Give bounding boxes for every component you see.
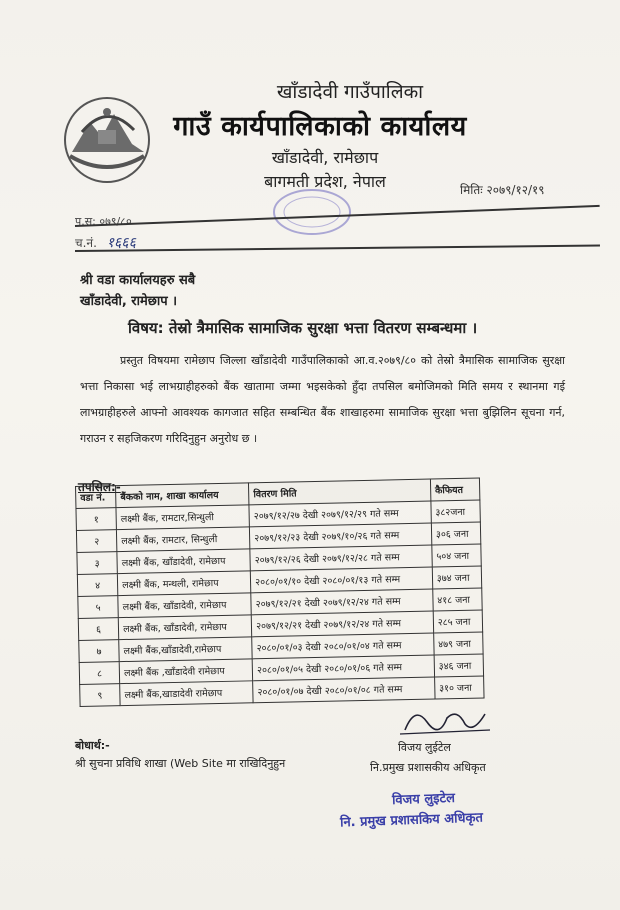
cell-bank: लक्ष्मी बैंक,खाँडादेवी,रामेछाप xyxy=(119,637,252,662)
cell-ward: ९ xyxy=(80,684,121,707)
cell-remarks: ४१८ जना xyxy=(433,588,483,611)
col-date: वितरण मिति xyxy=(249,479,431,505)
patra-sankhya: प.स: ०७९/८० xyxy=(75,215,132,228)
recipient-line-1: श्री वडा कार्यालयहरु सबै xyxy=(80,273,196,288)
cell-date: २०७९/१२/२१ देखी २०७९/१२/२४ गते सम्म xyxy=(251,611,433,637)
handwritten-signature xyxy=(395,700,495,740)
cell-remarks: ३०६ जना xyxy=(431,522,481,545)
cc-label: बोधार्थ:- xyxy=(75,739,110,752)
cell-date: २०७९/१२/२३ देखी २०७९/१०/२६ गते सम्म xyxy=(250,523,432,549)
cell-ward: ४ xyxy=(77,574,118,597)
cell-remarks: ५०४ जना xyxy=(432,544,482,567)
cc-recipient: श्री सुचना प्रविधि शाखा (Web Site मा राखिदिनुहुन xyxy=(75,757,286,770)
col-ward: वडा नं. xyxy=(76,486,117,509)
header-divider-bottom xyxy=(75,245,600,252)
cell-ward: ५ xyxy=(78,596,119,619)
col-remarks: कैफियत xyxy=(430,478,480,501)
cell-bank: लक्ष्मी बैंक ,खाँडादेवी रामेछाप xyxy=(119,659,252,684)
cell-remarks: ३८२जना xyxy=(431,500,481,523)
cell-date: २०७९/१२/२१ देखी २०७९/१२/२४ गते सम्म xyxy=(251,589,433,615)
letter-body: प्रस्तुत विषयमा रामेछाप जिल्ला खाँडादेवी गाउँपालिकाको आ.व.२०७९/८० को तेस्रो त्रैमासिक सामाजिक सुरक्षा भत्ता निकासा भई लाभग्राहीहरुको बैंक खातामा जम्मा भइसकेको हुँदा तपसिल बमोजिमको मिति समय र स्थानमा गई लाभग्राहीहरुले आफ्नो आवश्यक कागजात सहित सम्बन्धित बैंक शाखाहरुमा सामाजिक सुरक्षा भत्ता बुझिलिन सूचना गर्न, गराउन र सहजिकरण गरिदिनुहुन अनुरोध छ । xyxy=(80,354,565,445)
table-label: तपसिल:- xyxy=(78,480,121,494)
cell-date: २०७९/१२/२७ देखी २०७९/१२/२९ गते सम्म xyxy=(249,501,431,527)
cell-bank: लक्ष्मी बैंक, रामटार,सिन्धुली xyxy=(116,505,249,530)
signature-stamp-title: नि. प्रमुख प्रशासकिय अधिकृत xyxy=(339,810,484,831)
cell-ward: ६ xyxy=(78,618,119,641)
letter-date: मितिः २०७९/१२/१९ xyxy=(460,183,545,197)
cell-remarks: ४७९ जना xyxy=(434,632,484,655)
cell-remarks: ३१० जना xyxy=(434,676,484,699)
chalani-label: च.नं. xyxy=(75,236,97,250)
office-title: गाउँ कार्यपालिकाको कार्यालय xyxy=(173,111,467,142)
cell-remarks: ३४६ जना xyxy=(434,654,484,677)
signatory-name: विजय लुईटेल xyxy=(398,741,451,754)
cell-bank: लक्ष्मी बैंक, खाँडादेवी, रामेछाप xyxy=(118,615,251,640)
cell-ward: ८ xyxy=(79,662,120,685)
cell-date: २०८०/०१/०३ देखी २०८०/०१/०४ गते सम्म xyxy=(252,633,434,659)
cell-date: २०८०/०१/०५ देखी २०८०/०१/०६ गते सम्म xyxy=(252,655,434,681)
cell-bank: लक्ष्मी बैंक,खाडादेवी रामेछाप xyxy=(120,681,253,706)
distribution-table xyxy=(75,478,485,707)
recipient-line-2: खाँडादेवी, रामेछाप । xyxy=(80,294,178,309)
cell-ward: १ xyxy=(76,508,117,531)
cell-date: २०८०/०१/१० देखी २०८०/०१/१३ गते सम्म xyxy=(251,567,433,593)
government-emblem-icon xyxy=(52,92,162,187)
province-name: बागमती प्रदेश, नेपाल xyxy=(264,172,386,191)
signature-stamp-name: विजय लुइटेल xyxy=(391,790,456,809)
office-address: खाँडादेवी, रामेछाप xyxy=(271,148,379,167)
letter-subject: विषय: तेस्रो त्रैमासिक सामाजिक सुरक्षा भत्ता वितरण सम्बन्धमा । xyxy=(128,319,478,337)
cell-bank: लक्ष्मी बैंक, खाँडादेवी, रामेछाप xyxy=(117,549,250,574)
cell-bank: लक्ष्मी बैंक, मन्थली, रामेछाप xyxy=(117,571,250,596)
office-seal-stamp xyxy=(262,186,362,238)
chalani-value: १६६६ xyxy=(106,235,136,251)
municipality-name: खाँडादेवी गाउँपालिका xyxy=(276,81,424,103)
cell-bank: लक्ष्मी बैंक, रामटार, सिन्धुली xyxy=(117,527,250,552)
cell-ward: ३ xyxy=(77,552,118,575)
cell-ward: ७ xyxy=(79,640,120,663)
cell-remarks: २८५ जना xyxy=(433,610,483,633)
cell-remarks: ३७४ जना xyxy=(432,566,482,589)
cell-bank: लक्ष्मी बैंक, खाँडादेवी, रामेछाप xyxy=(118,593,251,618)
cell-ward: २ xyxy=(76,530,117,553)
col-bank: बैंकको नाम, शाखा कार्यालय xyxy=(116,483,249,508)
cell-date: २०८०/०१/०७ देखी २०८०/०१/०८ गते सम्म xyxy=(253,677,435,703)
signatory-title: नि.प्रमुख प्रशासकीय अधिकृत xyxy=(370,761,486,774)
cell-date: २०७९/१२/२६ देखी २०७९/१२/२८ गते सम्म xyxy=(250,545,432,571)
